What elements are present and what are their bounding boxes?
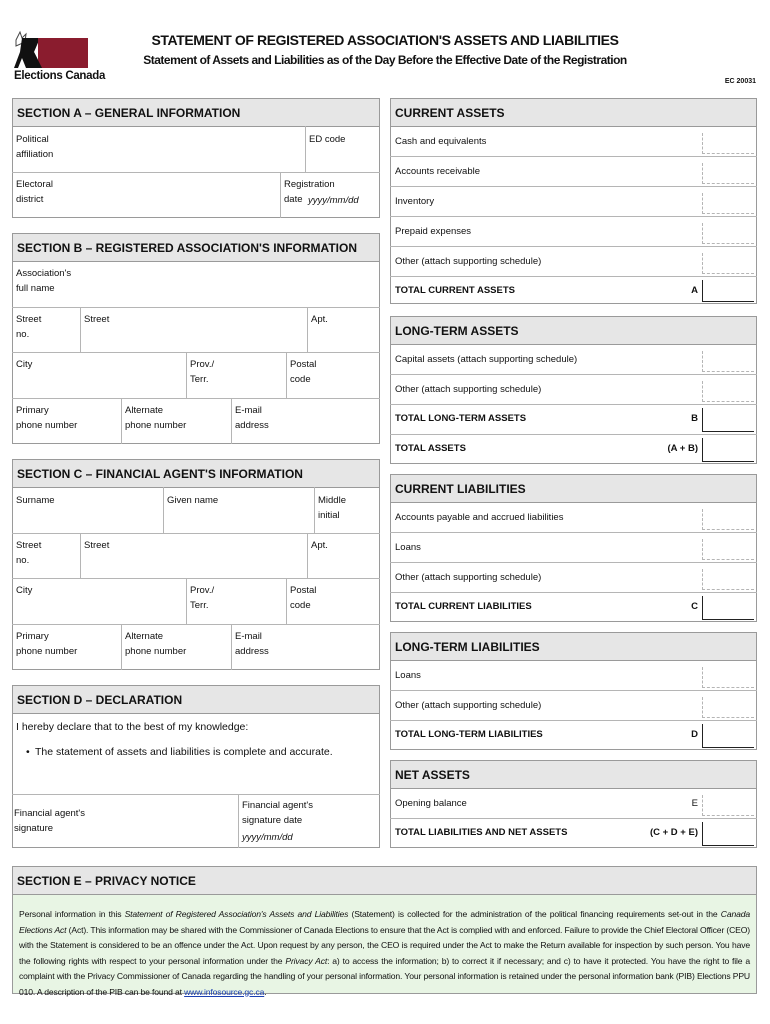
political-affiliation-field[interactable]: Political affiliation	[16, 134, 54, 160]
agent-street-field[interactable]: Street	[84, 540, 110, 551]
agent-prov-field[interactable]: Prov./ Terr.	[190, 585, 215, 611]
agent-email-field[interactable]: E-mail address	[235, 631, 269, 657]
other-ltl-label: Other (attach supporting schedule)	[395, 700, 542, 711]
total-long-term-assets-input[interactable]	[702, 408, 754, 432]
privacy-text-2: (Statement) is collected for the administration of the political financing requirements set-out in the	[348, 909, 721, 919]
declaration-bullet: The statement of assets and liabilities is complete and accurate.	[35, 746, 333, 758]
other-ltl-input[interactable]	[702, 697, 754, 718]
long-term-liabilities-title: LONG-TERM LIABILITIES	[390, 632, 757, 661]
opening-balance-input[interactable]	[702, 795, 754, 816]
inventory-label: Inventory	[395, 196, 435, 207]
cash-label: Cash and equivalents	[395, 136, 487, 147]
total-current-liabilities-label: TOTAL CURRENT LIABILITIES	[395, 601, 532, 612]
signature-date-format: yyyy/mm/dd	[242, 832, 293, 843]
cl-loans-label: Loans	[395, 542, 421, 553]
form-subtitle: Statement of Assets and Liabilities as of the Day Before the Effective Date of the Registration	[143, 53, 627, 67]
net-assets-title: NET ASSETS	[390, 760, 757, 789]
inventory-input[interactable]	[702, 193, 754, 214]
assoc-street-field[interactable]: Street	[84, 314, 110, 325]
logo-text: Elections Canada	[14, 70, 106, 82]
assoc-street-no-field[interactable]: Street no.	[16, 314, 42, 340]
total-liabilities-net-assets-label: TOTAL LIABILITIES AND NET ASSETS	[395, 827, 568, 838]
capital-assets-input[interactable]	[702, 351, 754, 372]
bullet-icon: •	[26, 746, 30, 758]
section-c-title: SECTION C – FINANCIAL AGENT'S INFORMATION	[12, 459, 380, 488]
payables-label: Accounts payable and accrued liabilities	[395, 512, 564, 523]
other-cl-input[interactable]	[702, 569, 754, 590]
total-long-term-liabilities-label: TOTAL LONG-TERM LIABILITIES	[395, 729, 543, 740]
prepaid-label: Prepaid expenses	[395, 226, 472, 237]
form-title: STATEMENT OF REGISTERED ASSOCIATION'S ASSETS AND LIABILITIES	[151, 32, 619, 48]
total-current-assets-label: TOTAL CURRENT ASSETS	[395, 285, 515, 296]
assoc-postal-field[interactable]: Postal code	[290, 359, 317, 385]
opening-balance-label: Opening balance	[395, 798, 467, 809]
receivable-input[interactable]	[702, 163, 754, 184]
ltl-loans-label: Loans	[395, 670, 421, 681]
long-term-assets-title: LONG-TERM ASSETS	[390, 316, 757, 345]
receivable-label: Accounts receivable	[395, 166, 481, 177]
agent-given-name-field[interactable]: Given name	[167, 495, 219, 506]
other-lta-label: Other (attach supporting schedule)	[395, 384, 542, 395]
code-a-plus-b: (A + B)	[667, 443, 698, 454]
total-current-assets-input[interactable]	[702, 280, 754, 302]
section-a-title: SECTION A – GENERAL INFORMATION	[12, 98, 380, 127]
privacy-italic-3: Privacy Act	[285, 955, 328, 966]
section-d-title: SECTION D – DECLARATION	[12, 685, 380, 714]
code-b: B	[691, 413, 698, 424]
code-a: A	[691, 285, 698, 296]
agent-primary-phone-field[interactable]: Primary phone number	[16, 631, 78, 657]
assoc-city-field[interactable]: City	[16, 359, 33, 370]
other-cl-label: Other (attach supporting schedule)	[395, 572, 542, 583]
total-current-liabilities-input[interactable]	[702, 596, 754, 620]
total-liabilities-net-assets-input[interactable]	[702, 822, 754, 846]
current-assets-title: CURRENT ASSETS	[390, 98, 757, 127]
registration-date-format: yyyy/mm/dd	[308, 195, 359, 206]
code-c: C	[691, 601, 698, 612]
section-e-title: SECTION E – PRIVACY NOTICE	[12, 866, 757, 895]
current-liabilities-title: CURRENT LIABILITIES	[390, 474, 757, 503]
declaration-text: I hereby declare that to the best of my knowledge:	[16, 721, 249, 733]
assoc-email-field[interactable]: E-mail address	[235, 405, 269, 431]
other-lta-input[interactable]	[702, 381, 754, 402]
privacy-text-4: : a) to access the information; b) to correct it if necessary; and c) to have it protected. You have the right to file a complaint with the Privacy Commissioner of Canada regarding the handling of your personal information. Your personal information is retained under the personal information bank (PIB) Elections PPU 010. A description of the PIB can be found at	[19, 955, 750, 997]
code-c-d-e: (C + D + E)	[649, 827, 698, 838]
code-e: E	[691, 798, 698, 809]
agent-street-no-field[interactable]: Street no.	[16, 540, 42, 566]
association-full-name-field[interactable]: Association's full name	[16, 268, 72, 294]
cl-loans-input[interactable]	[702, 539, 754, 560]
privacy-text-5: .	[264, 986, 267, 997]
agent-city-field[interactable]: City	[16, 585, 33, 596]
payables-input[interactable]	[702, 509, 754, 530]
form-code: EC 20031	[724, 78, 756, 85]
other-ca-input[interactable]	[702, 253, 754, 274]
assoc-apt-field[interactable]: Apt.	[311, 314, 328, 325]
total-assets-input[interactable]	[702, 438, 754, 462]
agent-surname-field[interactable]: Surname	[16, 495, 55, 506]
agent-signature-field[interactable]: Financial agent's signature	[14, 808, 85, 834]
agent-postal-field[interactable]: Postal code	[290, 585, 317, 611]
agent-apt-field[interactable]: Apt.	[311, 540, 328, 551]
agent-alternate-phone-field[interactable]: Alternate phone number	[125, 631, 187, 657]
assoc-primary-phone-field[interactable]: Primary phone number	[16, 405, 78, 431]
privacy-text-1: Personal information in this	[19, 909, 125, 919]
prepaid-input[interactable]	[702, 223, 754, 244]
infosource-link[interactable]: www.infosource.gc.ca	[184, 986, 265, 997]
capital-assets-label: Capital assets (attach supporting schedule)	[395, 354, 578, 365]
assoc-alternate-phone-field[interactable]: Alternate phone number	[125, 405, 187, 431]
privacy-italic-2: Canada Elections Act	[19, 909, 750, 935]
electoral-district-field[interactable]: Electoral district	[16, 179, 53, 205]
registration-date-field[interactable]: Registration date	[284, 179, 335, 205]
agent-signature-date-field[interactable]: Financial agent's signature date	[242, 800, 313, 826]
privacy-notice	[12, 894, 757, 997]
total-long-term-assets-label: TOTAL LONG-TERM ASSETS	[395, 413, 527, 424]
total-long-term-liabilities-input[interactable]	[702, 724, 754, 748]
ltl-loans-input[interactable]	[702, 667, 754, 688]
privacy-italic-1: Statement of Registered Association's Assets and Liabilities	[124, 909, 349, 919]
other-ca-label: Other (attach supporting schedule)	[395, 256, 542, 267]
assoc-prov-field[interactable]: Prov./ Terr.	[190, 359, 215, 385]
code-d: D	[691, 729, 698, 740]
privacy-text-3: (Act). This information may be shared with the Commissioner of Canada Elections to ensure that the Act is complied with and enforced. Failure to provide the Chief Electoral Officer (CEO) with the Statement is considered to be an offence under the Act. Upon request by any person, the CEO is required under the Act to make the Return available for inspection by such person. You have the following rights with respect to your personal information under the	[19, 924, 750, 966]
total-assets-label: TOTAL ASSETS	[395, 443, 466, 454]
ed-code-field[interactable]: ED code	[309, 134, 346, 145]
cash-input[interactable]	[702, 133, 754, 154]
agent-middle-initial-field[interactable]: Middle initial	[318, 495, 346, 521]
section-b-title: SECTION B – REGISTERED ASSOCIATION'S INFORMATION	[12, 233, 380, 262]
